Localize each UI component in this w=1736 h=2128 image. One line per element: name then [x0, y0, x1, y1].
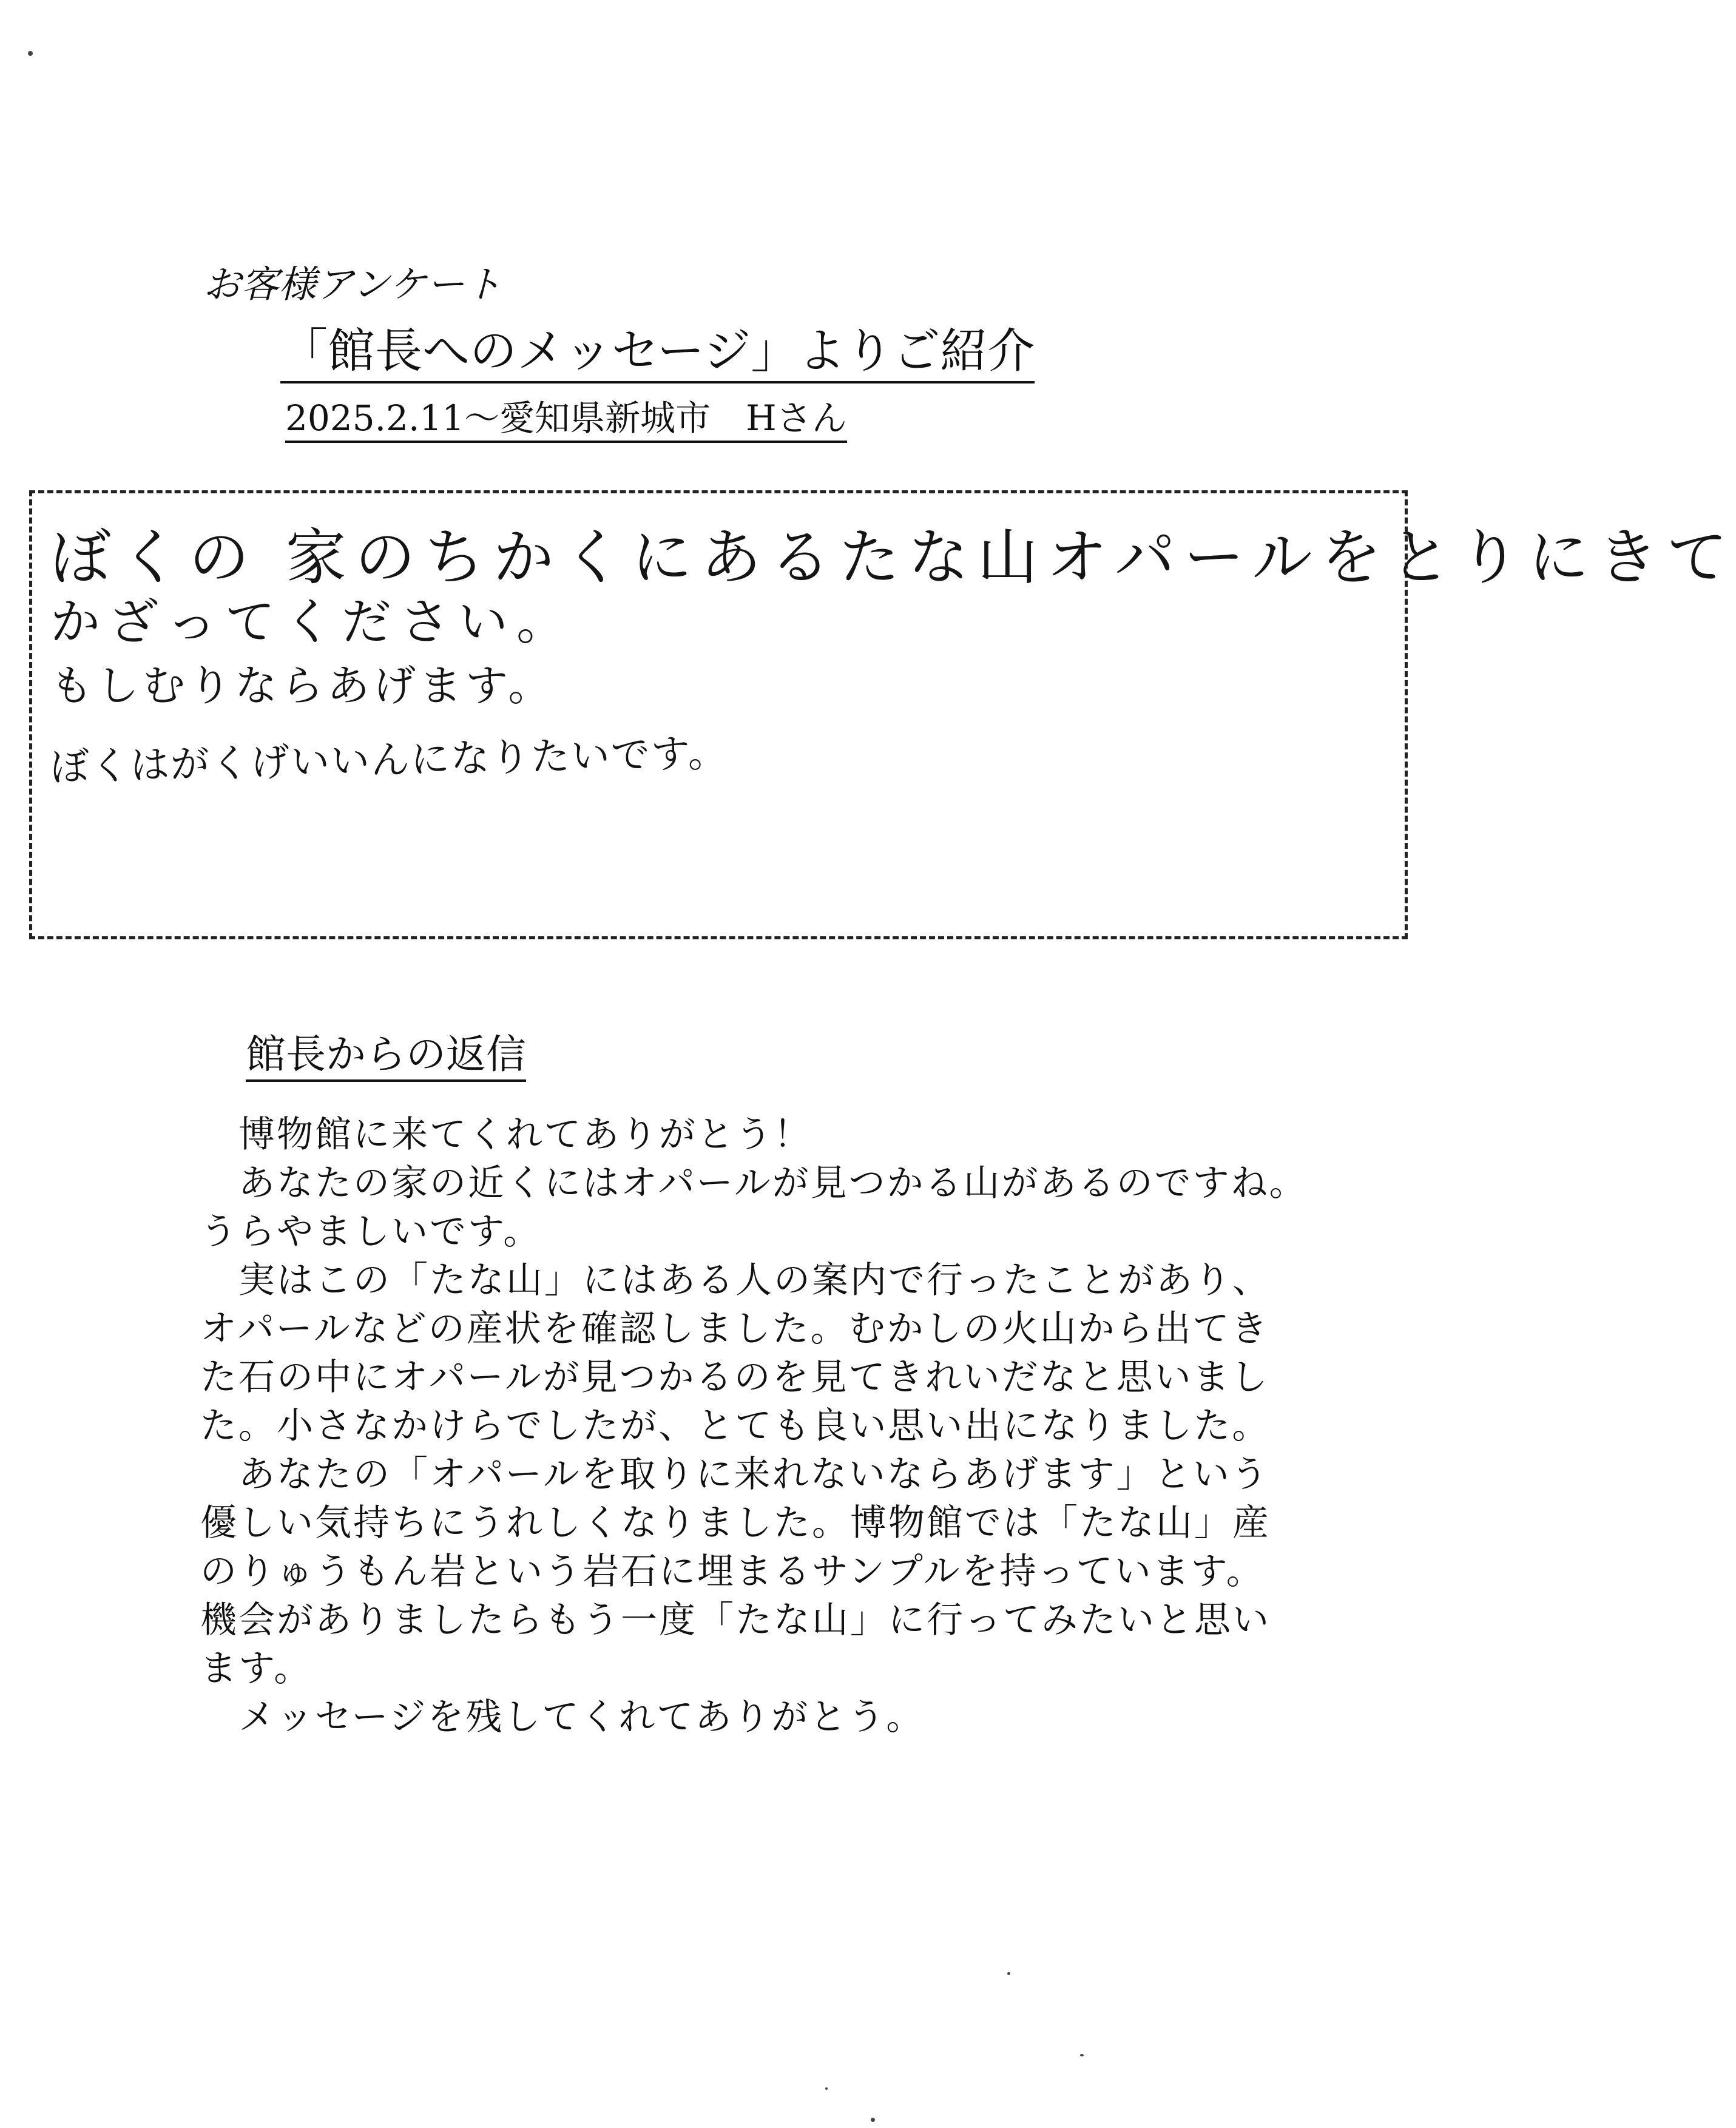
- reply-heading: 館長からの返信: [246, 1035, 526, 1082]
- handwritten-line-4: ぼくはがくげいいんになりたいです。: [50, 731, 729, 790]
- scan-speck: [1007, 1972, 1010, 1975]
- reply-line: あなたの「オパールを取りに来れないならあげます」という: [200, 1453, 1269, 1496]
- reply-line: た。小さなかけらでしたが、とても良い思い出になりました。: [200, 1405, 1271, 1447]
- handwritten-line-1: ぼくの 家のちかくにあるたな山オパールをとりにきて: [50, 522, 1736, 593]
- survey-label: お客様アンケート: [203, 262, 502, 306]
- reply-line: た石の中にオパールが見つかるのを見てきれいだなと思いまし: [200, 1356, 1269, 1399]
- page-title: 「館長へのメッセージ」よりご紹介: [280, 328, 1035, 383]
- reply-line: 機会がありましたらもう一度「たな山」に行ってみたいと思い: [200, 1599, 1271, 1641]
- visitor-message-box: [29, 490, 1736, 939]
- scan-speck: [825, 2087, 828, 2090]
- scan-speck: [1080, 2054, 1084, 2056]
- reply-body: [200, 1110, 1323, 1741]
- dateline: 2025.2.11～愛知県新城市 Hさん: [285, 400, 847, 443]
- reply-line: 実はこの「たな山」にはある人の案内で行ったことがあり、: [200, 1259, 1271, 1302]
- scan-speck: [871, 2118, 875, 2122]
- reply-line: メッセージを残してくれてありがとう。: [200, 1696, 925, 1738]
- handwritten-line-2: かざってください。: [50, 593, 575, 651]
- reply-line: 優しい気持ちにうれしくなりました。博物館では「たな山」産: [200, 1502, 1271, 1544]
- scan-speck: [28, 51, 33, 56]
- handwritten-line-3: もしむりならあげます。: [50, 661, 555, 711]
- reply-line: うらやましいです。: [200, 1211, 542, 1253]
- reply-line: オパールなどの産状を確認しました。むかしの火山から出てき: [200, 1308, 1269, 1350]
- reply-line: ます。: [200, 1647, 312, 1690]
- reply-line: あなたの家の近くにはオパールが見つかる山があるのですね。: [200, 1162, 1308, 1204]
- reply-line: 博物館に来てくれてありがとう！: [200, 1113, 812, 1156]
- reply-line: のりゅうもん岩という岩石に埋まるサンプルを持っています。: [200, 1550, 1265, 1593]
